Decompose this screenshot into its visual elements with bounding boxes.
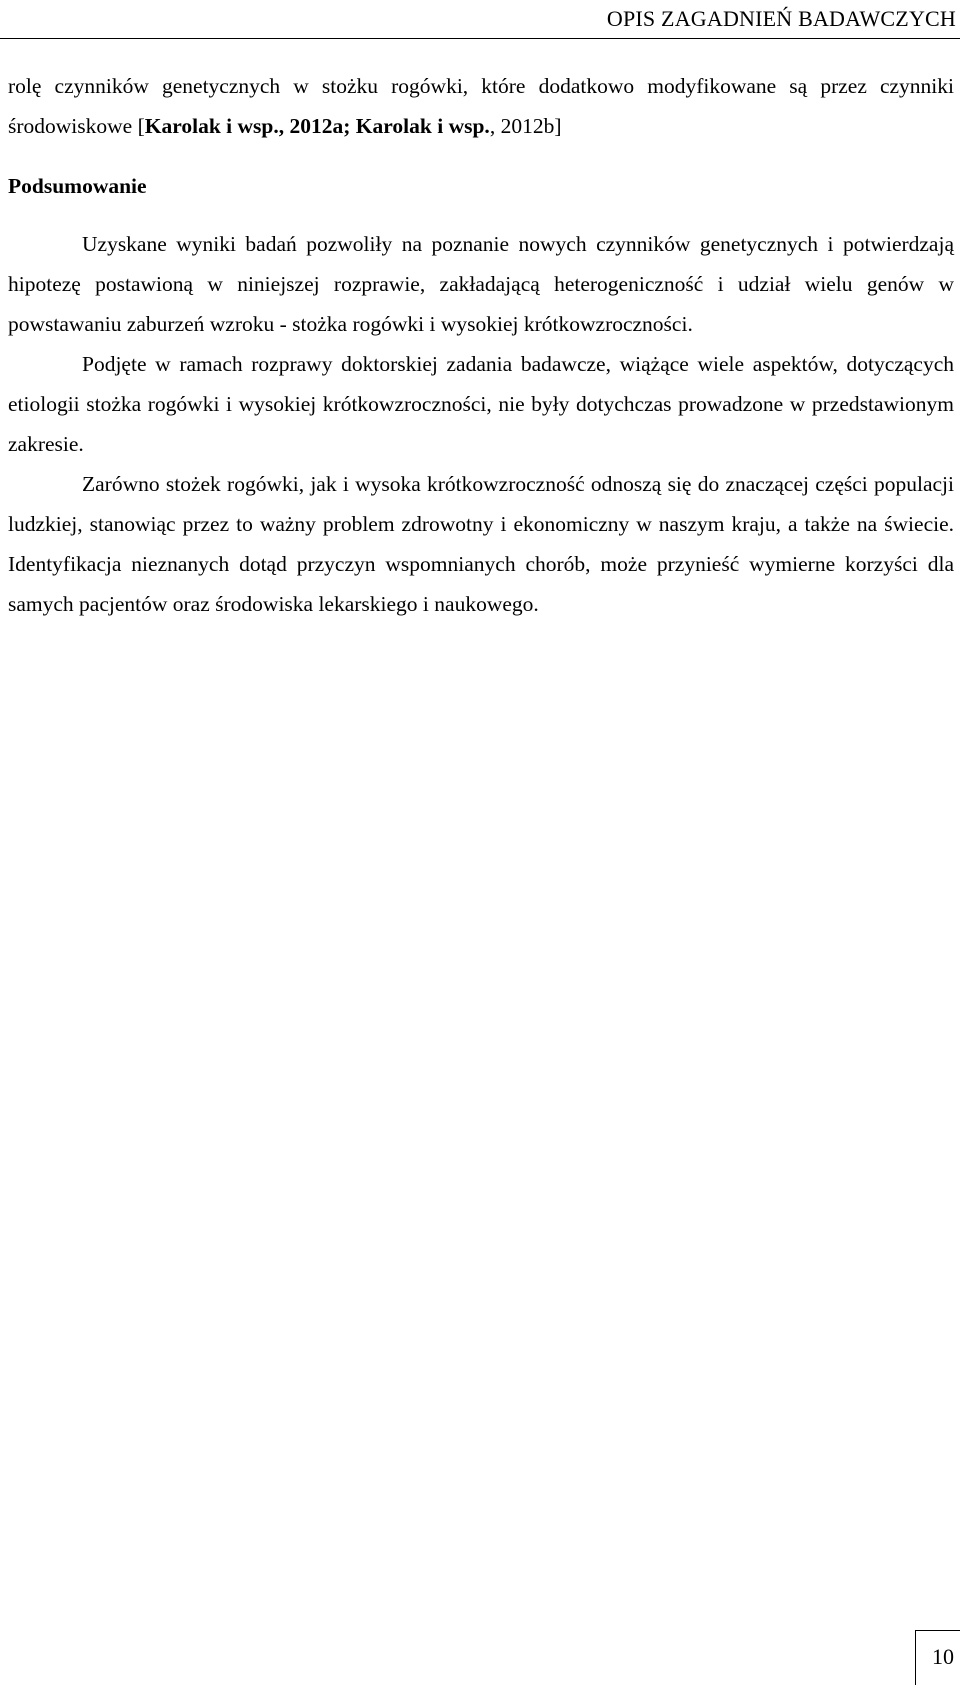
section-heading: Podsumowanie [8,174,147,198]
intro-text: rolę czynników genetycznych w stożku rogówki, które dodatkowo modyfikowane są przez czynniki środowiskowe [ [8,74,954,138]
paragraph-significance: Zarówno stożek rogówki, jak i wysoka krótkowzroczność odnoszą się do znaczącej części populacji ludzkiej, stanowiąc przez to ważny problem zdrowotny i ekonomiczny w naszym kraju, a także na świecie. Identyfikacja nieznanych dotąd przyczyn wspomnianych chorób, może przynieść wymierne korzyści dla samych pacjentów oraz środowiska lekarskiego i naukowego. [8,472,954,616]
running-header-title: OPIS ZAGADNIEŃ BADAWCZYCH [606,6,956,31]
paragraph-research-tasks: Podjęte w ramach rozprawy doktorskiej zadania badawcze, wiążące wiele aspektów, dotyczących etiologii stożka rogówki i wysokiej krótkowzroczności, nie były dotychczas prowadzone w przedstawionym zakresie. [8,352,954,456]
citation: Karolak i wsp., 2012a; Karolak i wsp. [144,114,490,138]
page-number: 10 [932,1644,954,1669]
paragraph-summary-results: Uzyskane wyniki badań pozwoliły na poznanie nowych czynników genetycznych i potwierdzają hipotezę postawioną w niniejszej rozprawie, zakładającą heterogeniczność i udział wielu genów w powstawaniu zaburzeń wzroku - stożka rogówki i wysokiej krótkowzroczności. [8,232,954,336]
intro-text-end: , 2012b] [489,114,562,138]
page-body [8,66,954,624]
intro-paragraph [8,66,954,146]
running-header [0,0,960,39]
